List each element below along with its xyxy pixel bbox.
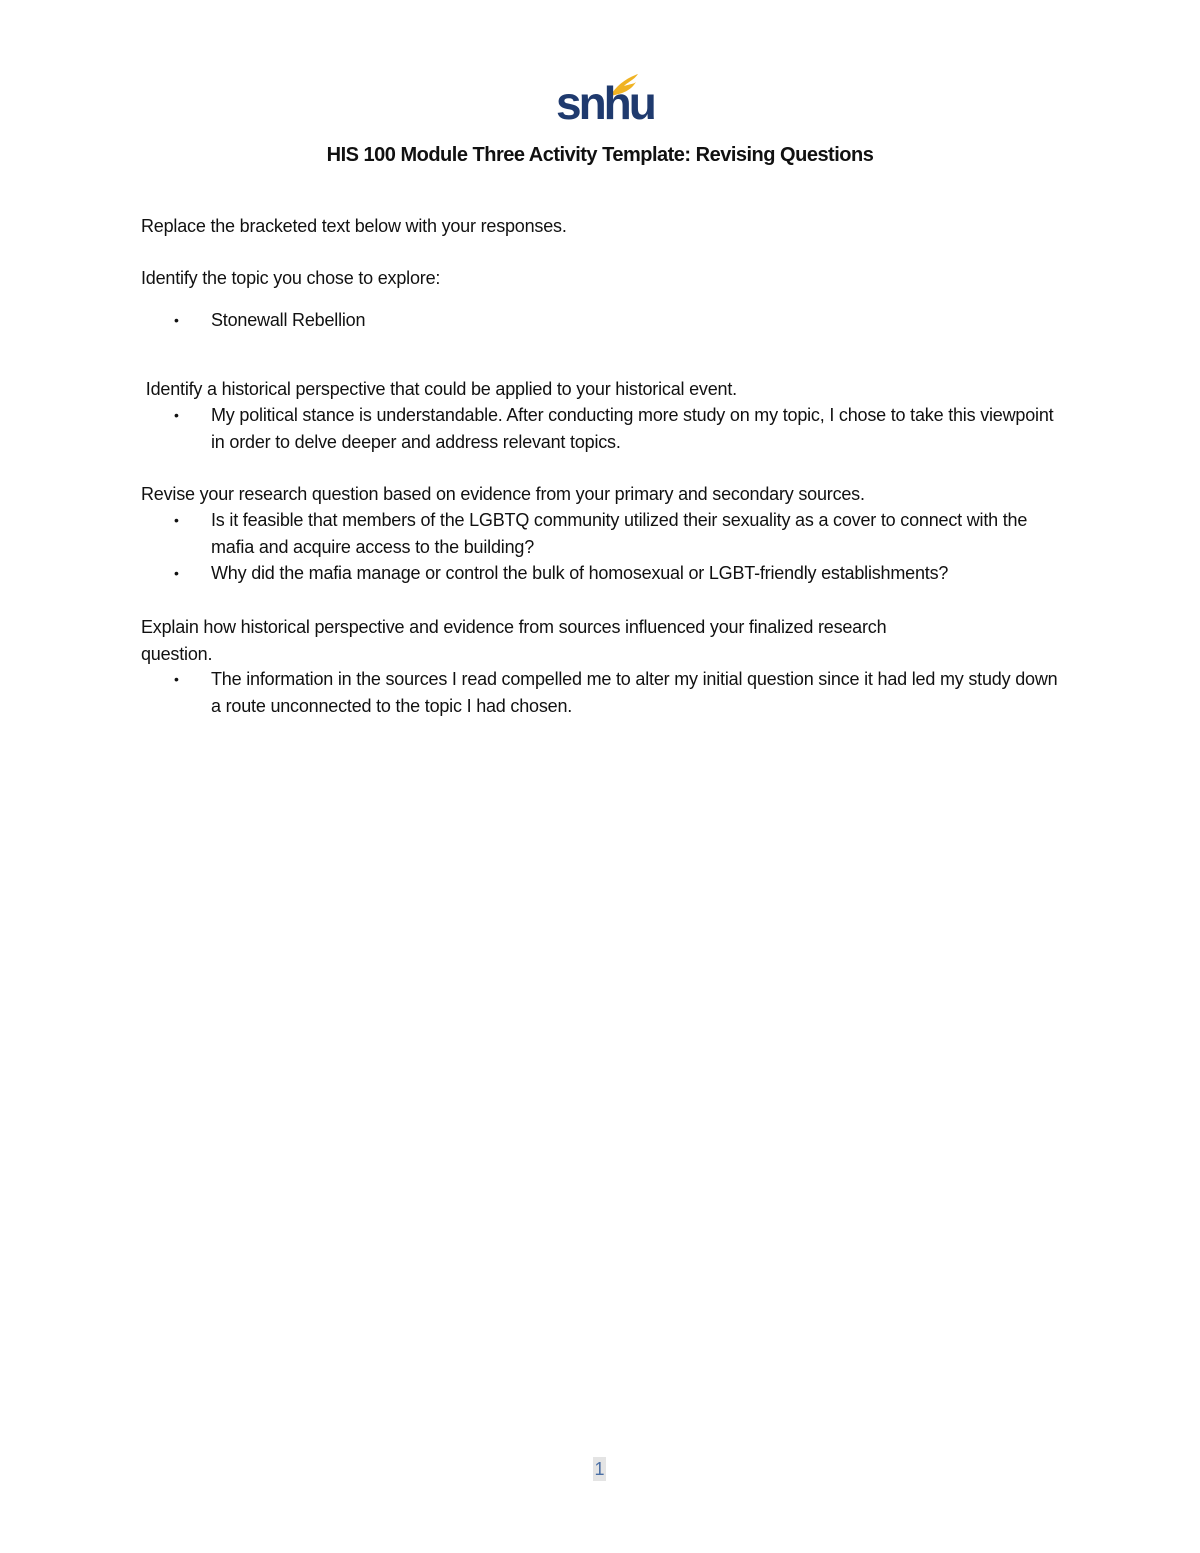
bullet-marker: •	[174, 671, 179, 687]
bullet-marker: •	[174, 312, 179, 328]
bullet-marker: •	[174, 565, 179, 581]
perspective-prompt: Identify a historical perspective that could be applied to your historical event.	[141, 379, 737, 399]
explain-prompt-line2: question.	[141, 644, 213, 664]
bullet-marker: •	[174, 512, 179, 528]
page-number: 1	[594, 1459, 605, 1479]
explain-prompt-line1: Explain how historical perspective and evidence from sources influenced your finalized research	[141, 617, 887, 637]
revise-prompt: Revise your research question based on evidence from your primary and secondary sources.	[141, 484, 865, 504]
revised-question-1: Is it feasible that members of the LGBTQ community utilized their sexuality as a cover to connect with the mafia and acquire access to the building?	[211, 510, 1028, 557]
revised-question-2: Why did the mafia manage or control the bulk of homosexual or LGBT-friendly establishments?	[211, 563, 949, 583]
explain-answer: The information in the sources I read compelled me to alter my initial question since it had led my study down a route unconnected to the topic I had chosen.	[211, 669, 1058, 716]
document-title: HIS 100 Module Three Activity Template: Revising Questions	[326, 144, 874, 166]
logo-text: snhu	[556, 77, 654, 129]
bullet-marker: •	[174, 407, 179, 423]
topic-answer: Stonewall Rebellion	[211, 310, 366, 330]
instruction-text: Replace the bracketed text below with your responses.	[141, 216, 567, 236]
perspective-answer: My political stance is understandable. After conducting more study on my topic, I chose to take this viewpoint in order to delve deeper and address relevant topics.	[211, 405, 1054, 452]
snhu-logo	[556, 72, 654, 134]
topic-prompt: Identify the topic you chose to explore:	[141, 268, 441, 288]
